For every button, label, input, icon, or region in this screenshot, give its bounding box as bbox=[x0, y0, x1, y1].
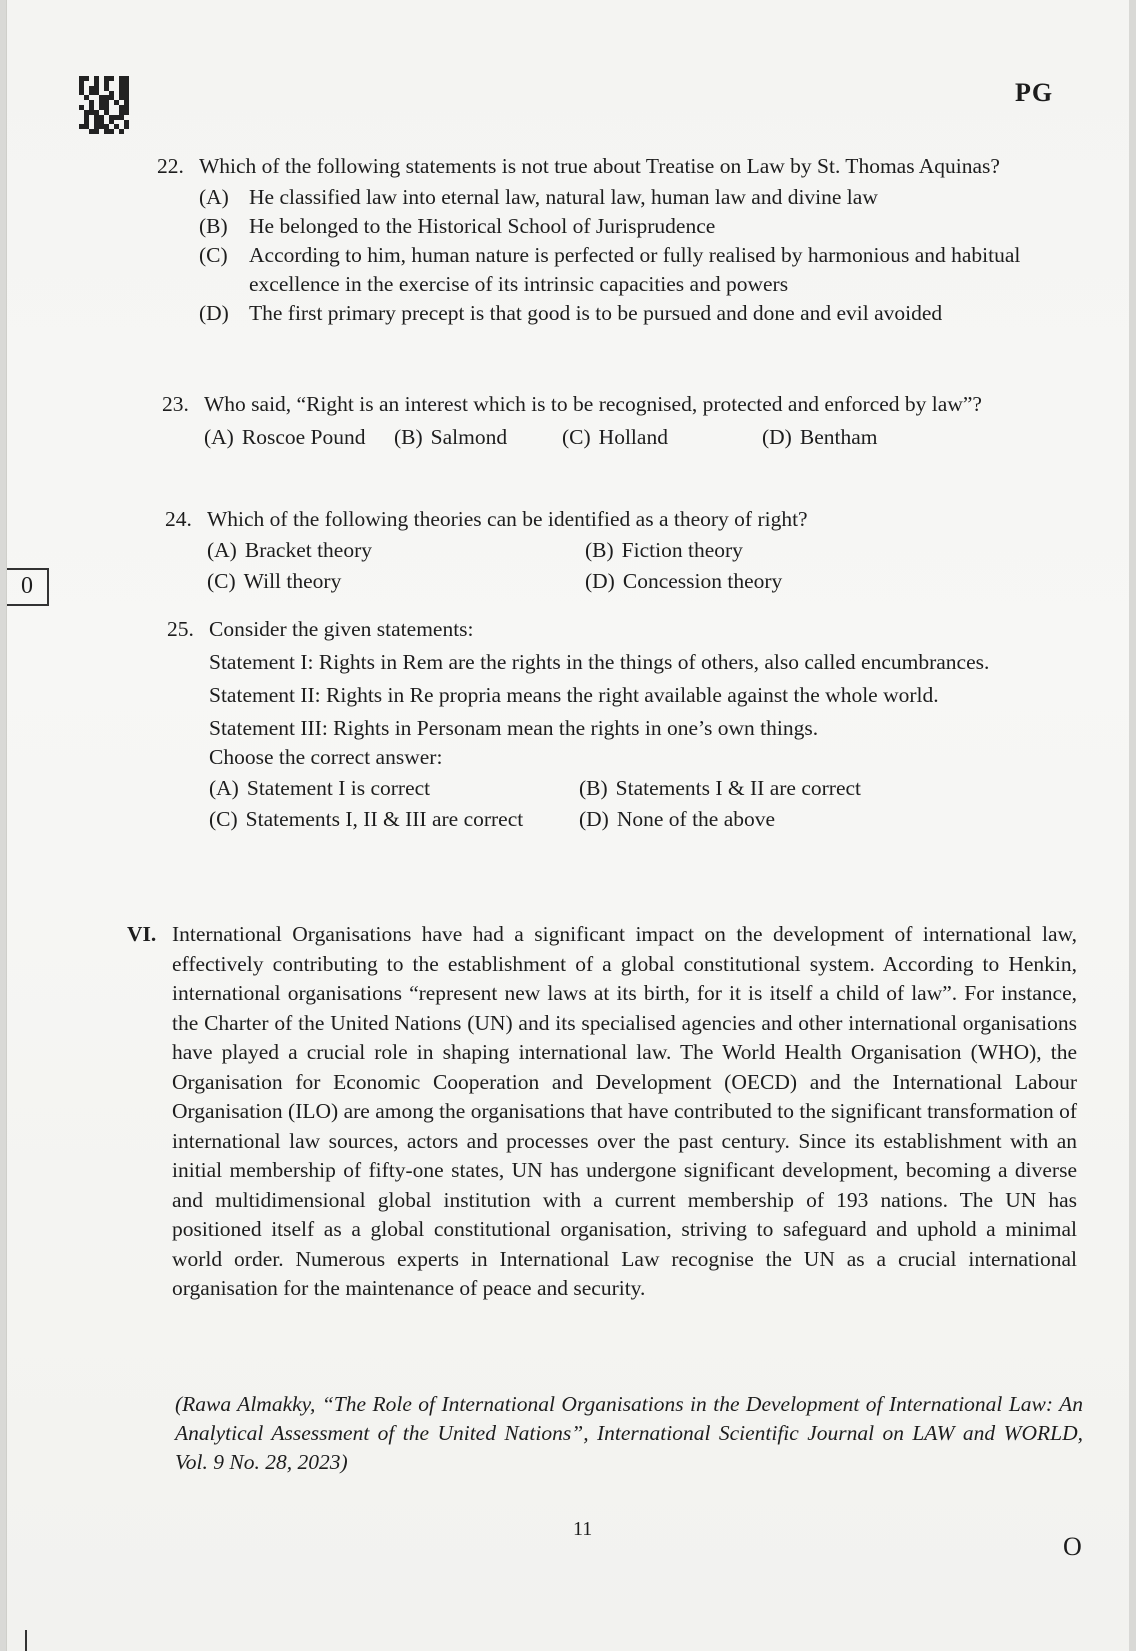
passage-vi bbox=[127, 920, 1077, 1304]
statement-2: Statement II: Rights in Re propria means the right available against the whole world. bbox=[209, 683, 939, 707]
barcode-icon bbox=[79, 76, 129, 134]
option-text: Will theory bbox=[243, 569, 342, 593]
option-text: Bentham bbox=[799, 425, 878, 449]
option-text: Roscoe Pound bbox=[241, 425, 366, 449]
passage-text: International Organisations have had a significant impact on the development of international law, effectively contributing to the establishment of a global constitutional system. According to Henkin, international organisations “represent new laws at its birth, for it is itself a child of law”. For instance, the Charter of the United Nations (UN) and its specialised agencies and other international organisations have played a crucial role in shaping international law. The World Health Organisation (WHO), the Organisation for Economic Cooperation and Development (OECD) and the International Labour Organisation (ILO) are among the organisations that have contributed to the significant transformation of international law sources, actors and processes over the past century. Since its establishment with an initial membership of fifty-one states, UN has undergone significant development, becoming a diverse and multidimensional global institution with a current membership of 193 nations. The UN has positioned itself as a global constitutional organisation, striving to safeguard and uphold a minimal world order. Numerous experts in International Law recognise the UN as a crucial international organisation for the maintenance of peace and security. bbox=[172, 922, 1077, 1300]
option-label: (C) bbox=[562, 425, 591, 449]
option-label: (B) bbox=[394, 425, 423, 449]
option-text: Fiction theory bbox=[621, 538, 743, 562]
options-row bbox=[209, 774, 1067, 805]
option-text: According to him, human nature is perfected or fully realised by harmonious and habitual excellence in the exercise of its intrinsic capacities and powers bbox=[249, 243, 1021, 296]
question-24 bbox=[165, 505, 1065, 598]
question-number: 25. bbox=[167, 617, 194, 641]
option-label: (D) bbox=[585, 569, 615, 593]
options-row bbox=[209, 805, 1067, 836]
statement-1: Statement I: Rights in Rem are the rights in the things of others, also called encumbrances. bbox=[209, 650, 990, 674]
barcode-cell bbox=[124, 129, 129, 134]
corner-mark: O bbox=[1063, 1532, 1082, 1561]
option-text: Holland bbox=[598, 425, 668, 449]
question-number: 23. bbox=[162, 392, 189, 416]
option-d bbox=[199, 299, 1062, 328]
option-text: Salmond bbox=[430, 425, 508, 449]
option-d bbox=[762, 423, 877, 452]
option-a bbox=[209, 774, 430, 803]
option-label: (D) bbox=[762, 425, 792, 449]
section-number: VI. bbox=[127, 922, 157, 946]
option-text: Statements I, II & III are correct bbox=[245, 807, 524, 831]
option-a bbox=[199, 183, 1062, 212]
answer-prompt: Choose the correct answer: bbox=[209, 745, 443, 769]
margin-mark bbox=[25, 1630, 27, 1651]
option-text: None of the above bbox=[616, 807, 776, 831]
option-text: Statements I & II are correct bbox=[615, 776, 862, 800]
option-text: He classified law into eternal law, natural law, human law and divine law bbox=[249, 185, 878, 209]
option-c bbox=[207, 567, 341, 596]
option-text: Bracket theory bbox=[244, 538, 373, 562]
question-stem: Consider the given statements: bbox=[209, 617, 474, 641]
paper-code: PG bbox=[1015, 78, 1054, 107]
option-text: He belonged to the Historical School of Jurisprudence bbox=[249, 214, 716, 238]
options-row bbox=[207, 567, 1065, 598]
statement-3: Statement III: Rights in Personam mean the rights in one’s own things. bbox=[209, 716, 819, 740]
option-a bbox=[204, 423, 365, 452]
option-label: (B) bbox=[199, 214, 228, 238]
side-box-mark: 0 bbox=[7, 568, 49, 606]
option-b bbox=[585, 536, 743, 565]
option-d bbox=[585, 567, 782, 596]
option-label: (C) bbox=[207, 569, 236, 593]
passage-citation: (Rawa Almakky, “The Role of International Organisations in the Development of International Law: An Analytical Assessment of the United Nations”, International Scientific Journal on LAW and WORLD, Vol. 9 No. 28, 2023) bbox=[175, 1392, 1083, 1474]
option-b bbox=[199, 212, 1062, 241]
question-22 bbox=[157, 152, 1062, 328]
option-label: (A) bbox=[199, 185, 229, 209]
option-c bbox=[562, 423, 668, 452]
option-c bbox=[209, 805, 523, 834]
option-label: (B) bbox=[585, 538, 614, 562]
question-23 bbox=[162, 390, 1062, 454]
option-label: (B) bbox=[579, 776, 608, 800]
option-label: (C) bbox=[209, 807, 238, 831]
option-label: (A) bbox=[209, 776, 239, 800]
option-b bbox=[394, 423, 507, 452]
option-a bbox=[207, 536, 372, 565]
option-d bbox=[579, 805, 775, 834]
option-text: Statement I is correct bbox=[246, 776, 431, 800]
question-stem: Which of the following statements is not true about Treatise on Law by St. Thomas Aquinas? bbox=[199, 154, 1000, 178]
question-number: 24. bbox=[165, 507, 192, 531]
option-label: (A) bbox=[207, 538, 237, 562]
option-text: Concession theory bbox=[622, 569, 783, 593]
option-label: (C) bbox=[199, 243, 228, 267]
question-25 bbox=[167, 615, 1067, 836]
question-number: 22. bbox=[157, 154, 184, 178]
option-text: The first primary precept is that good is to be pursued and done and evil avoided bbox=[249, 301, 943, 325]
page-number: 11 bbox=[573, 1518, 593, 1540]
option-b bbox=[579, 774, 861, 803]
option-label: (D) bbox=[199, 301, 229, 325]
exam-page bbox=[6, 0, 1129, 1651]
option-c bbox=[199, 241, 1062, 299]
option-label: (D) bbox=[579, 807, 609, 831]
question-stem: Which of the following theories can be identified as a theory of right? bbox=[207, 507, 808, 531]
question-stem: Who said, “Right is an interest which is to be recognised, protected and enforced by law”? bbox=[204, 392, 982, 416]
options-row bbox=[204, 423, 1062, 454]
options-row bbox=[207, 536, 1065, 567]
option-label: (A) bbox=[204, 425, 234, 449]
